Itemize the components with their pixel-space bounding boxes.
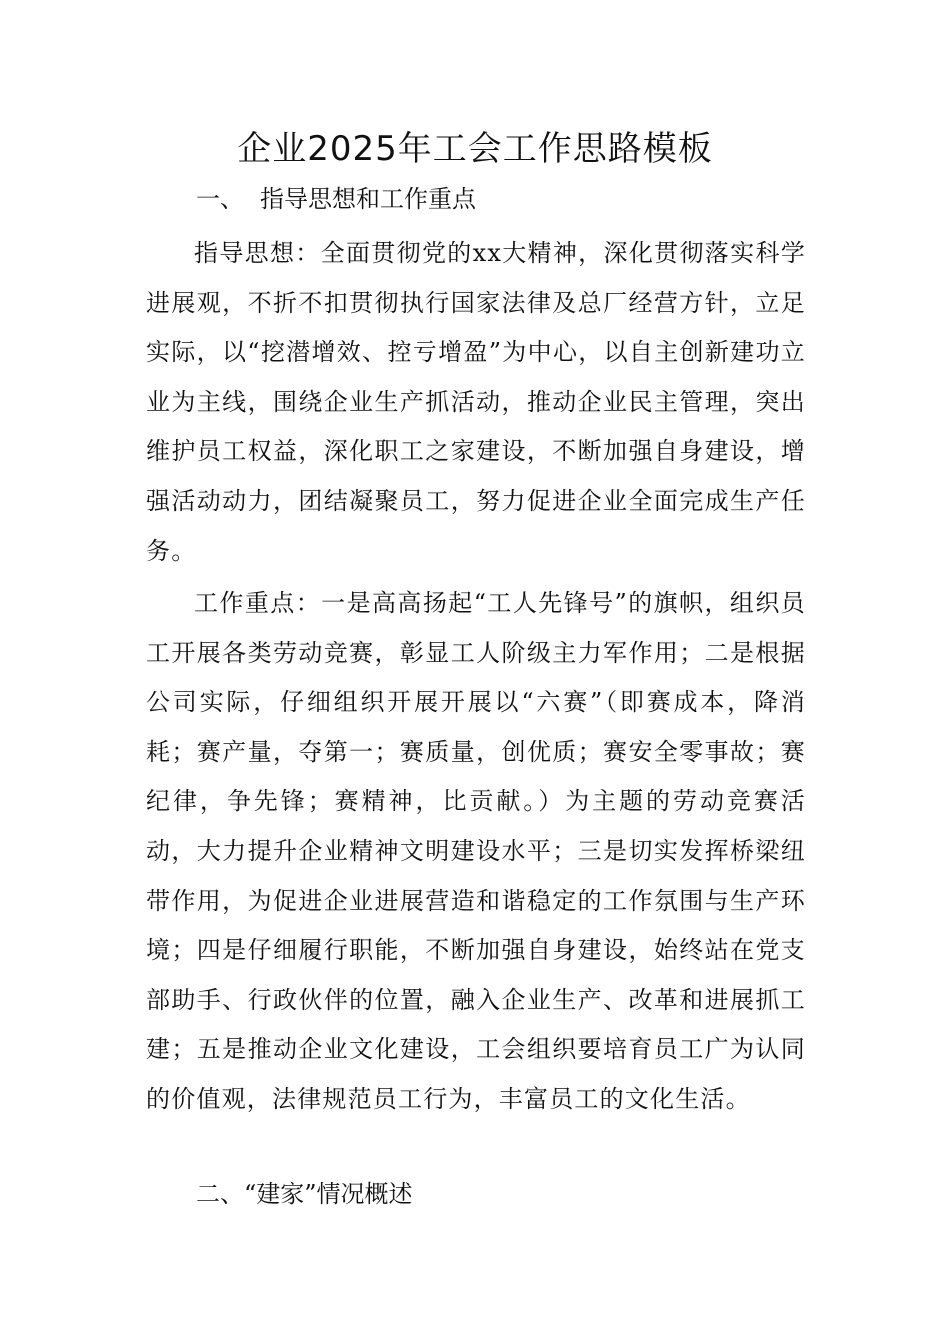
document-title: 企业2025年工会工作思路模板 — [237, 129, 713, 169]
section-heading-2: 二、“建家”情况概述 — [196, 1180, 413, 1208]
paragraph-work-focus: 工作重点：一是高高扬起“工人先锋号”的旗帜，组织员工开展各类劳动竞赛，彰显工人阶级主力军作用；二是根据公司实际，仔细组织开展开展以“六赛”（即赛成本，降消耗；赛产量，夺第一；赛质量，创优质；赛安全零事故；赛纪律，争先锋；赛精神，比贡献。）为主题的劳动竞赛活动，大力提升企业精神文明建设水平；三是切实发挥桥梁纽带作用，为促进企业进展营造和谐稳定的工作氛围与生产环境；四是仔细履行职能，不断加强自身建设，始终站在党支部助手、行政伙伴的位置，融入企业生产、改革和进展抓工建；五是推动企业文化建设，工会组织要培育员工广为认同的价值观，法律规范员工行为，丰富员工的文化生活。 — [146, 589, 806, 1113]
paragraph-guiding-ideology: 指导思想：全面贯彻党的xx大精神，深化贯彻落实科学进展观，不折不扣贯彻执行国家法律及总厂经营方针，立足实际，以“挖潜增效、控亏增盈”为中心，以自主创新建功立业为主线，围绕企业生产抓活动，推动企业民主管理，突出维护员工权益，深化职工之家建设，不断加强自身建设，增强活动动力，团结凝聚员工，努力促进企业全面完成生产任务。 — [146, 239, 806, 565]
section-title-1: 指导思想和工作重点 — [260, 185, 476, 213]
section-number-1: 一、 — [196, 185, 244, 213]
section-heading-1 — [196, 181, 476, 217]
